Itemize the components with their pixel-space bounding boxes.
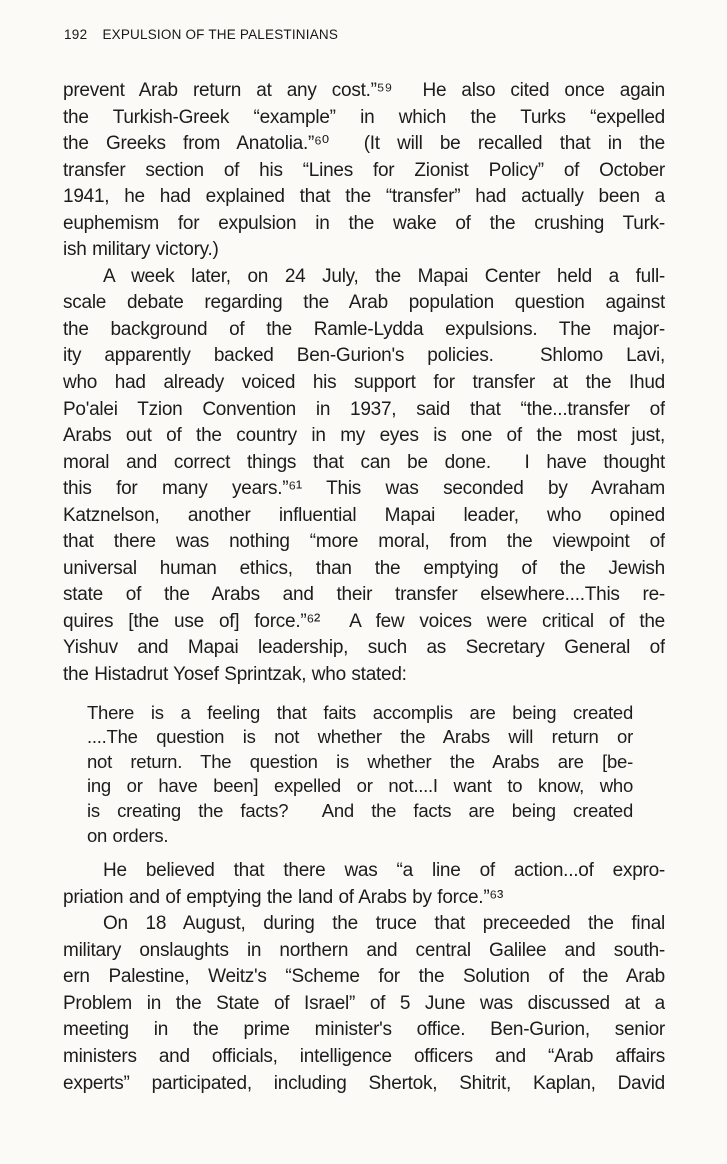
text-line: the Greeks from Anatolia.”⁶⁰ (It will be recalled that in the	[63, 133, 665, 155]
text-line: ity apparently backed Ben-Gurion's policies. Shlomo Lavi,	[63, 345, 665, 367]
block-quote	[87, 701, 633, 849]
text-line: Arabs out of the country in my eyes is one of the most just,	[63, 425, 665, 447]
text-line: universal human ethics, than the emptying of the Jewish	[63, 557, 665, 579]
text-line: military onslaughts in northern and central Galilee and south-	[63, 939, 665, 961]
text-line: ministers and officials, intelligence officers and “Arab affairs	[63, 1045, 665, 1067]
text-line: that there was nothing “more moral, from the viewpoint of	[63, 531, 665, 553]
text-line: the Turkish-Greek “example” in which the Turks “expelled	[63, 106, 665, 128]
text-line: who had already voiced his support for transfer at the Ihud	[63, 372, 665, 394]
text-line: euphemism for expulsion in the wake of the crushing Turk-	[63, 212, 665, 234]
text-line: A week later, on 24 July, the Mapai Center held a full-	[103, 265, 665, 287]
paragraph-3	[63, 858, 665, 911]
text-line: 1941, he had explained that the “transfer” had actually been a	[63, 186, 665, 208]
paragraph-4	[63, 911, 665, 1097]
text-line: priation and of emptying the land of Arabs by force.”⁶³	[63, 886, 504, 908]
text-line: There is a feeling that faits accomplis are being created	[87, 701, 633, 723]
text-line: Yishuv and Mapai leadership, such as Secretary General of	[63, 637, 665, 659]
text-line: meeting in the prime minister's office. Ben-Gurion, senior	[63, 1019, 665, 1041]
text-line: Problem in the State of Israel” of 5 June was discussed at a	[63, 992, 665, 1014]
paragraph-2	[63, 264, 665, 689]
text-line: the background of the Ramle-Lydda expulsions. The major-	[63, 318, 665, 340]
paragraph-1	[63, 78, 665, 264]
text-line: state of the Arabs and their transfer elsewhere....This re-	[63, 584, 665, 606]
text-line: Po'alei Tzion Convention in 1937, said that “the...transfer of	[63, 398, 665, 420]
text-line: ....The question is not whether the Arabs will return or	[87, 726, 633, 748]
text-line: ern Palestine, Weitz's “Scheme for the Solution of the Arab	[63, 966, 665, 988]
text-line: ing or have been] expelled or not....I want to know, who	[87, 775, 633, 797]
text-line: on orders.	[87, 824, 169, 846]
text-line: is creating the facts? And the facts are being created	[87, 799, 633, 821]
text-line: experts” participated, including Shertok, Shitrit, Kaplan, David	[63, 1072, 665, 1094]
text-line: ish military victory.)	[63, 239, 219, 261]
text-line: not return. The question is whether the Arabs are [be-	[87, 750, 633, 772]
text-line: prevent Arab return at any cost.”⁵⁹ He also cited once again	[63, 80, 665, 101]
page-body	[63, 78, 665, 1097]
running-header	[64, 27, 338, 42]
text-line: moral and correct things that can be done. I have thought	[63, 451, 665, 473]
text-line: quires [the use of] force.”⁶² A few voices were critical of the	[63, 610, 665, 632]
text-line: this for many years.”⁶¹ This was seconded by Avraham	[63, 478, 665, 500]
text-line: transfer section of his “Lines for Zionist Policy” of October	[63, 159, 665, 181]
running-header-title: EXPULSION OF THE PALESTINIANS	[102, 27, 339, 42]
text-line: He believed that there was “a line of action...of expro-	[103, 860, 665, 882]
page-number: 192	[64, 27, 88, 42]
text-line: the Histadrut Yosef Sprintzak, who stated:	[63, 664, 407, 686]
text-line: Katznelson, another influential Mapai leader, who opined	[63, 504, 665, 526]
text-line: On 18 August, during the truce that preceeded the final	[103, 913, 665, 935]
text-line: scale debate regarding the Arab population question against	[63, 292, 665, 314]
